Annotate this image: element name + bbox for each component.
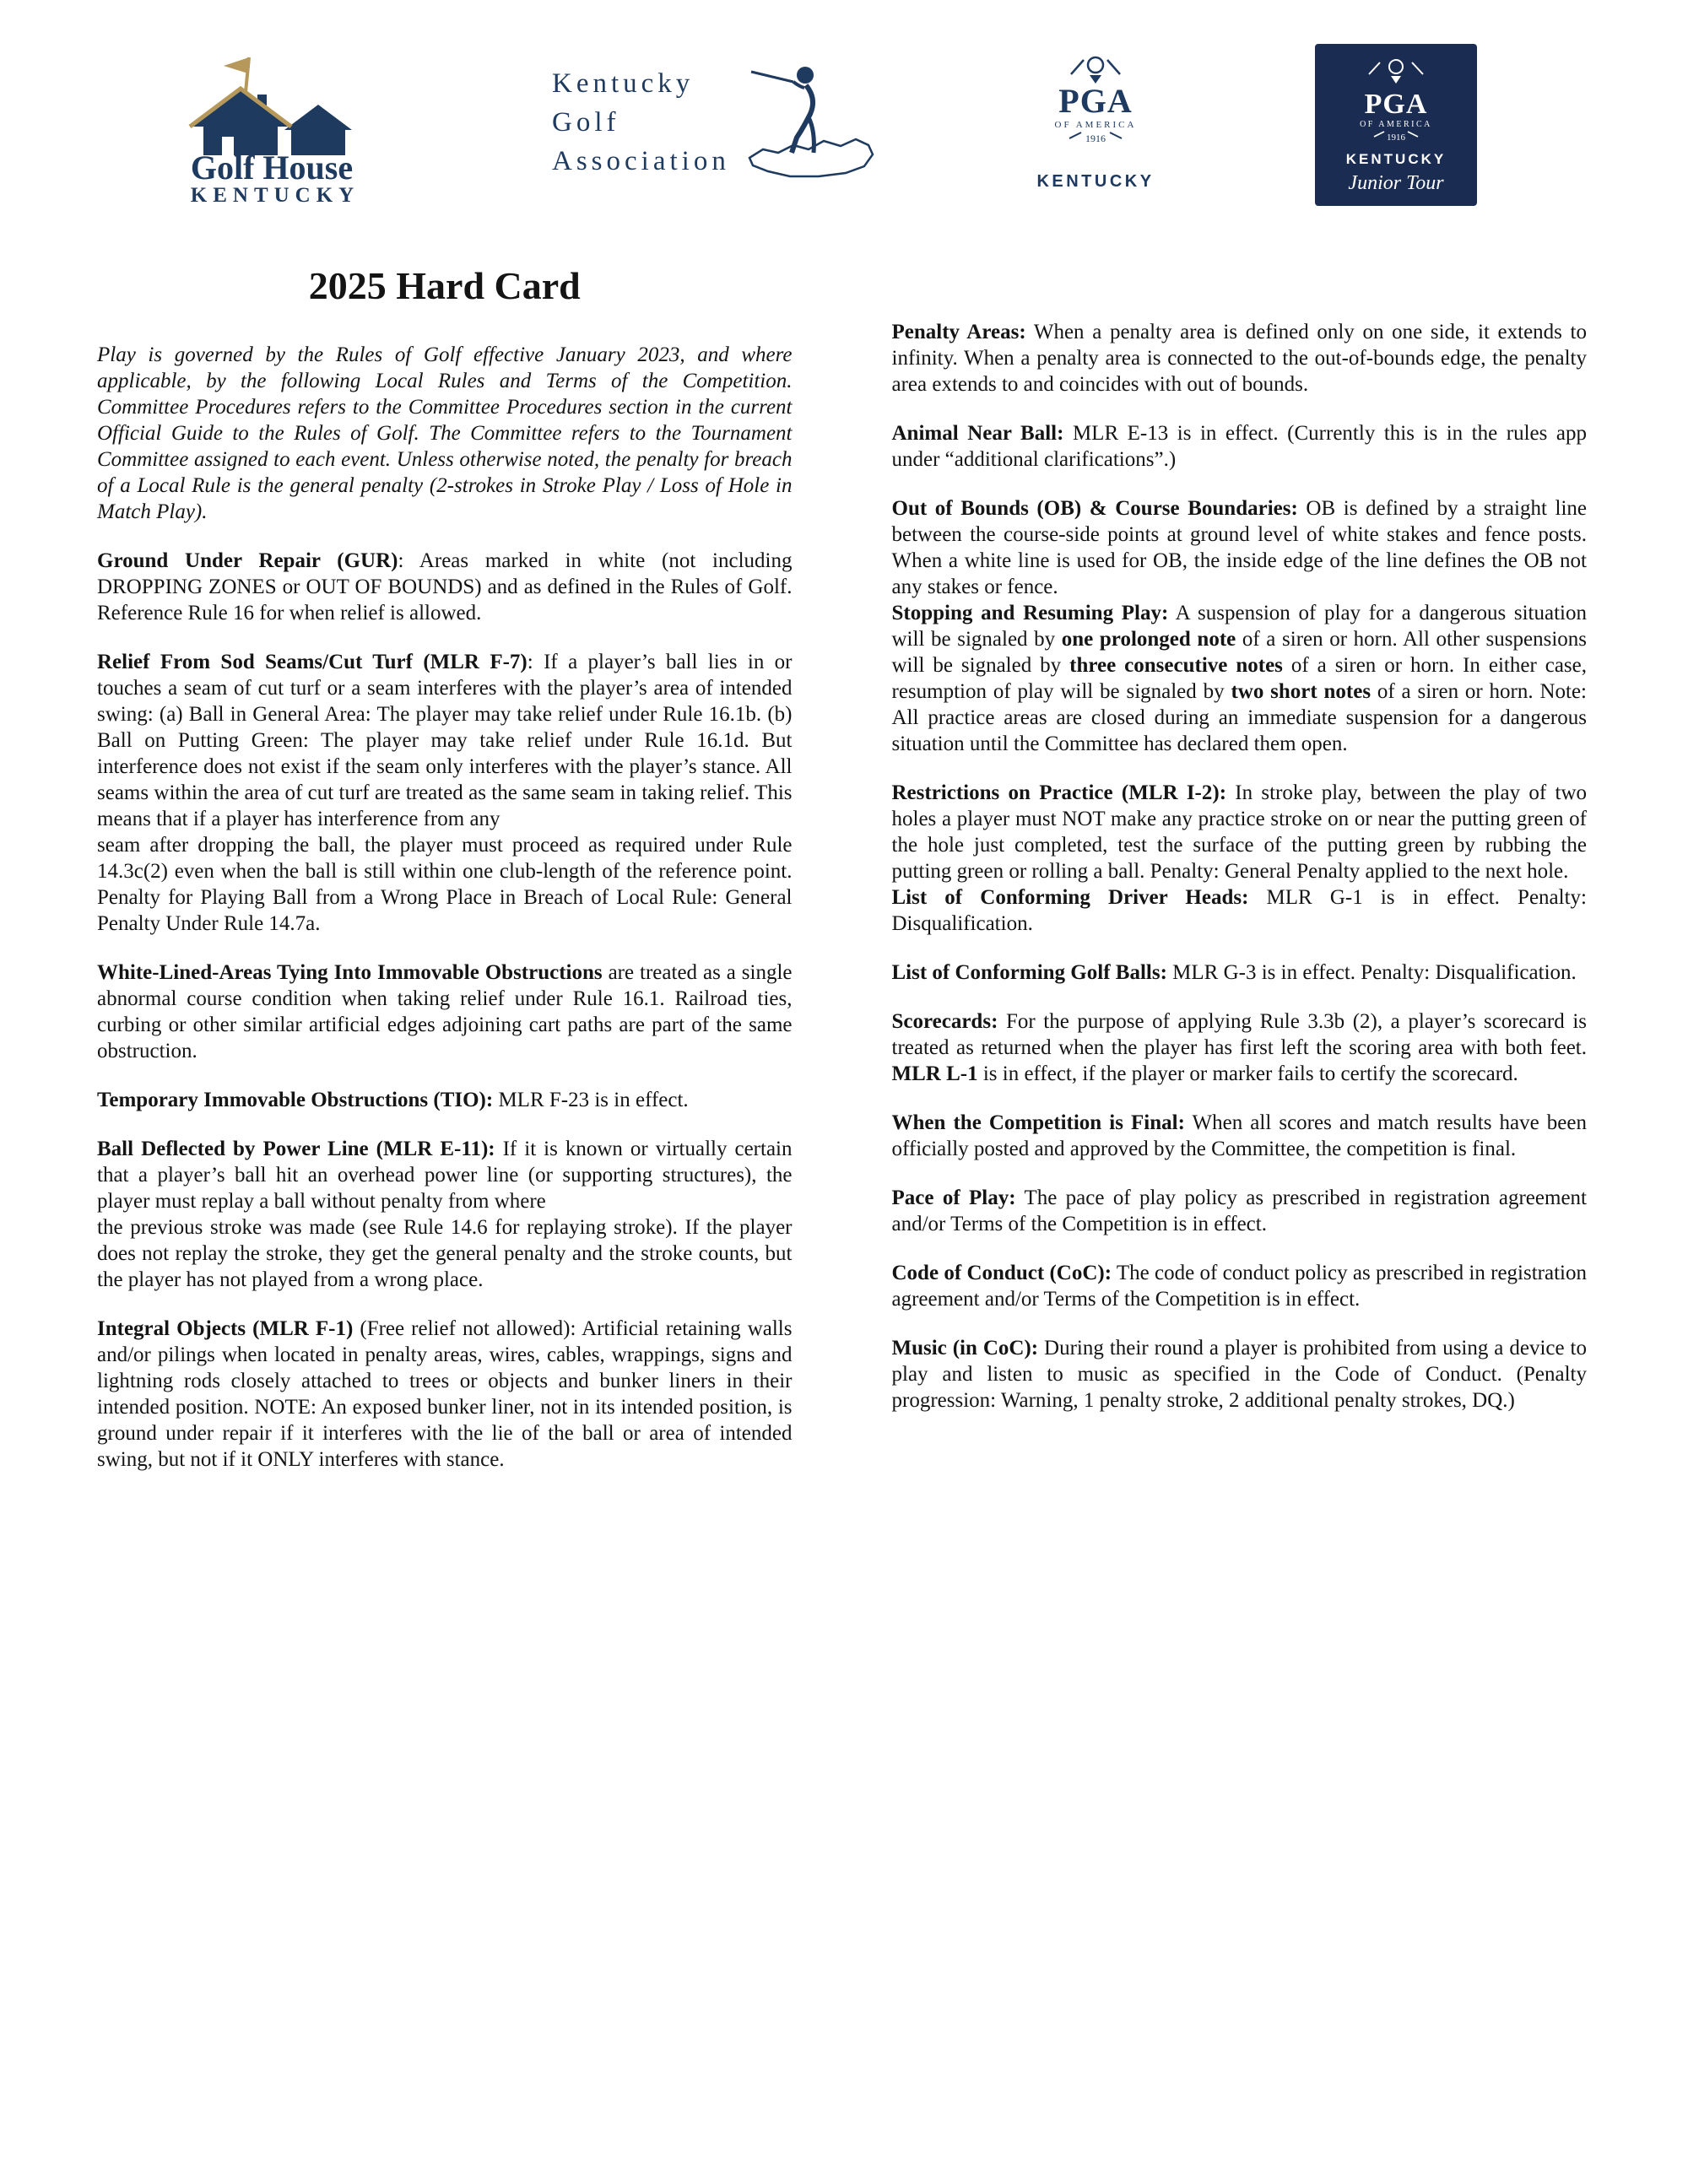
- section-integral-objects: [97, 1316, 793, 1473]
- section-text: Play is governed by the Rules of Golf effective January 2023, and where applicable, by the following Local Rules and Terms of the Competition. Committee Procedures refers to the Committee Procedures section in the current Official Guide to the Rules of Golf. The Committee refers to the Tournament Committee assigned to each event. Unless otherwise noted, the penalty for breach of a Local Rule is the general penalty (2-strokes in Stroke Play / Loss of Hole in Match Play).: [97, 343, 793, 523]
- section-heading: Integral Objects (MLR F-1): [97, 1317, 354, 1340]
- left-column: [97, 258, 793, 1473]
- section-conforming-golf-balls: [892, 960, 1588, 986]
- section-restrictions-on-practice: [892, 780, 1588, 884]
- kga-line-1: Kentucky: [552, 68, 695, 99]
- pga-wordmark: PGA: [1058, 81, 1133, 120]
- section-text: In stroke play, between the play of two holes a player must NOT make any practice stroke on or near the putting green of the hole just completed, test the surface of the putting green by rubbing the putting green or rolling a ball. Penalty: General Penalty applied to the next hole.: [891, 781, 1587, 883]
- section-white-lined-areas: [97, 960, 793, 1064]
- golf-house-wordmark: Golf House: [190, 148, 354, 187]
- section-animal-near-ball: [892, 420, 1588, 473]
- pga-of-america-text: OF AMERICA: [1054, 119, 1137, 130]
- section-heading: MLR L-1: [891, 1062, 978, 1085]
- kentucky-golf-association-logo: [550, 58, 875, 196]
- junior-tour-script-text: Junior Tour: [1348, 171, 1444, 194]
- section-text: are treated as a single abnormal course condition when taking relief under Rule 16.1. Railroad ties, curbing or other similar artificial edges adjoining cart paths are part of the same obstruction.: [97, 961, 793, 1062]
- section-text: (Free relief not allowed): Artificial retaining walls and/or pilings when located in penalty areas, wires, cables, wrappings, signs and lightning rods closely attached to trees or objects and bunker liners in their intended position. NOTE: An exposed bunker liner, not in its intended position, is ground under repair if it interferes with the lie of the ball or area of intended swing, but not if it ONLY interferes with stance.: [97, 1317, 793, 1471]
- section-intro: [97, 342, 793, 525]
- golf-ball-tee-icon: [1071, 57, 1120, 84]
- pga-year-text: 1916: [1386, 132, 1405, 143]
- section-pace-of-play: [892, 1185, 1588, 1237]
- pga-year-text: 1916: [1085, 132, 1106, 144]
- section-heading: White-Lined-Areas Tying Into Immovable Obstructions: [97, 961, 603, 984]
- kga-art: [550, 58, 875, 192]
- section-text: MLR G-1 is in effect. Penalty: Disqualification.: [891, 886, 1587, 935]
- section-text: If it is known or virtually certain that a player’s ball hit an overhead power line (or supporting structures), the player must replay a ball without penalty from where: [97, 1138, 793, 1213]
- section-text: A suspension of play for a dangerous situation will be signaled by: [891, 602, 1587, 651]
- section-temporary-immovable-obstructions: [97, 1087, 793, 1113]
- right-column: [892, 258, 1588, 1473]
- section-code-of-conduct: [892, 1260, 1588, 1312]
- kga-line-3: Association: [552, 145, 731, 176]
- section-text: MLR G-3 is in effect. Penalty: Disqualification.: [1166, 961, 1577, 984]
- golf-house-kentucky-text: KENTUCKY: [190, 183, 360, 204]
- pga-wordmark: PGA: [1364, 88, 1428, 120]
- page-title: 2025 Hard Card: [308, 264, 581, 307]
- golfer-icon: [751, 67, 814, 153]
- pga-kentucky-junior-tour-logo: [1315, 44, 1477, 210]
- section-text: : Areas marked in white (not including DROPPING ZONES or OUT OF BOUNDS) and as defined in the Rules of Golf. Reference Rule 16 for when relief is allowed.: [97, 549, 793, 624]
- kentucky-map-icon: [749, 139, 873, 176]
- section-text: MLR E-13 is in effect. (Currently this is in the rules app under “additional clarifications”.): [891, 422, 1587, 471]
- section-heading: three consecutive notes: [1069, 654, 1283, 677]
- section-text: During their round a player is prohibited from using a device to play and listen to music as specified in the Code of Conduct. (Penalty progression: Warning, 1 penalty stroke, 2 additional penalty strokes, DQ.): [891, 1337, 1587, 1412]
- section-heading: Ground Under Repair (GUR): [97, 549, 398, 572]
- pga-kentucky-logo: [1032, 49, 1159, 205]
- pga-region-text: KENTUCKY: [1036, 171, 1155, 191]
- section-text: : If a player’s ball lies in or touches a seam of cut turf or a seam interferes with the player’s area of intended swing: (a) Ball in General Area: The player may take relief under Rule 16.1b. (b) Ball on Putting Green: The player may take relief under Rule 16.1d. But interference does not exist if the seam only interferes with the player’s stance. All seams within the area of cut turf are treated as the same seam in taking relief. This means that if a player has interference from any: [97, 651, 793, 830]
- section-ground-under-repair: [97, 548, 793, 626]
- document-body: [97, 258, 1587, 1473]
- section-heading: Temporary Immovable Obstructions (TIO):: [97, 1089, 494, 1111]
- section-heading: Relief From Sod Seams/Cut Turf (MLR F-7): [97, 651, 528, 673]
- section-text: The pace of play policy as prescribed in registration agreement and/or Terms of the Competition is in effect.: [891, 1187, 1587, 1235]
- section-ball-deflected-power-line: [97, 1136, 793, 1293]
- section-music-in-coc: [892, 1335, 1588, 1414]
- pga-kentucky-art: [1032, 49, 1159, 201]
- section-text: is in effect, if the player or marker fails to certify the scorecard.: [977, 1062, 1518, 1085]
- logo-row: [97, 44, 1587, 209]
- section-heading: List of Conforming Driver Heads:: [891, 886, 1249, 909]
- section-heading: When the Competition is Final:: [891, 1111, 1185, 1134]
- section-text: of a siren or horn. All other suspensions will be signaled by: [891, 628, 1587, 677]
- kga-line-2: Golf: [552, 106, 620, 138]
- clubhouse-icon: [190, 89, 352, 155]
- section-out-of-bounds: [892, 495, 1588, 600]
- section-stopping-resuming-play: [892, 600, 1588, 757]
- section-text: For the purpose of applying Rule 3.3b (2), a player’s scorecard is treated as returned when the player has first left the scoring area with both feet.: [891, 1010, 1587, 1059]
- section-text: the previous stroke was made (see Rule 14.6 for replaying stroke). If the player does not replay the stroke, they get the general penalty and the stroke counts, but the player has not played from a wrong place.: [97, 1216, 793, 1291]
- pga-region-text: KENTUCKY: [1345, 150, 1447, 167]
- pga-of-america-text: OF AMERICA: [1360, 119, 1432, 129]
- section-heading: Animal Near Ball:: [891, 422, 1064, 445]
- section-heading: Restrictions on Practice (MLR I-2):: [891, 781, 1227, 804]
- section-text: of a siren or horn. Note: All practice areas are closed during an immediate suspension for a dangerous situation until the Committee has declared them open.: [891, 680, 1587, 755]
- junior-tour-art: [1315, 44, 1477, 206]
- section-text: OB is defined by a straight line between the course-side points at ground level of white stakes and fence posts. When a white line is used for OB, the inside edge of the line defines the OB not any stakes or fence.: [891, 497, 1587, 598]
- golf-house-kentucky-art: [149, 46, 394, 204]
- golf-house-kentucky-logo: [149, 46, 394, 208]
- section-heading: one prolonged note: [1061, 628, 1236, 651]
- section-heading: Code of Conduct (CoC):: [891, 1262, 1112, 1284]
- section-text: When a penalty area is defined only on one side, it extends to infinity. When a penalty area is connected to the out-of-bounds edge, the penalty area extends to and coincides with out of bounds.: [891, 321, 1587, 396]
- section-penalty-areas: [892, 319, 1588, 397]
- section-heading: Scorecards:: [891, 1010, 998, 1033]
- section-text: When all scores and match results have been officially posted and approved by the Committee, the competition is final.: [891, 1111, 1587, 1160]
- section-heading: Pace of Play:: [891, 1187, 1016, 1209]
- section-text: The code of conduct policy as prescribed in registration agreement and/or Terms of the Competition is in effect.: [891, 1262, 1587, 1311]
- section-conforming-driver-heads: [892, 884, 1588, 937]
- section-heading: Stopping and Resuming Play:: [891, 602, 1169, 624]
- section-sod-seams: [97, 649, 793, 937]
- section-heading: two short notes: [1231, 680, 1372, 703]
- section-competition-final: [892, 1110, 1588, 1162]
- section-heading: Penalty Areas:: [891, 321, 1026, 343]
- section-text: of a siren or horn. In either case, resumption of play will be signaled by: [891, 654, 1587, 703]
- section-heading: Ball Deflected by Power Line (MLR E-11):: [97, 1138, 495, 1160]
- section-text: seam after dropping the ball, the player must proceed as required under Rule 14.3c(2) even when the ball is still within one club-length of the reference point. Penalty for Playing Ball from a Wrong Place in Breach of Local Rule: General Penalty Under Rule 14.7a.: [97, 834, 793, 935]
- section-text: MLR F-23 is in effect.: [493, 1089, 689, 1111]
- section-heading: Music (in CoC):: [891, 1337, 1039, 1360]
- section-scorecards: [892, 1008, 1588, 1087]
- section-heading: List of Conforming Golf Balls:: [891, 961, 1167, 984]
- section-heading: Out of Bounds (OB) & Course Boundaries:: [891, 497, 1298, 520]
